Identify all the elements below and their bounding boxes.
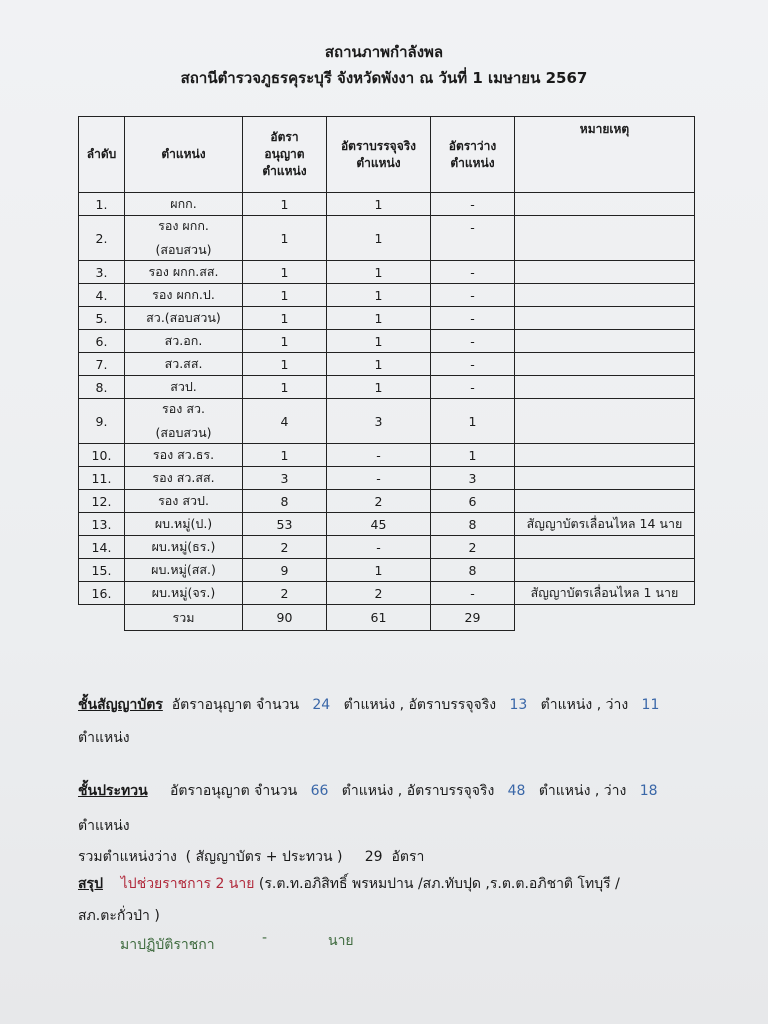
row-position-cell [125,284,243,307]
row-allowed-cell: 53 [243,513,327,536]
row-position-cell [125,536,243,559]
row-remark-cell [515,376,695,399]
table-row [79,376,695,399]
row-vacant-cell: 8 [431,513,515,536]
row-allowed-cell: 8 [243,490,327,513]
row-position-cell [125,216,243,261]
row-position-line1: รอง สว. [162,401,205,416]
row-remark-cell: สัญญาบัตรเลื่อนไหล 1 นาย [515,582,695,605]
row-position-line1: สวป. [170,379,197,394]
row-position-line1: รอง สวป. [158,493,209,508]
table-body [79,193,695,605]
row-filled-cell: - [327,467,431,490]
noncommissioned-text-b: ตำแหน่ง , อัตราบรรจุจริง [341,783,495,799]
row-vacant-cell: - [431,193,515,216]
row-remark-cell [515,284,695,307]
row-vacant-cell: - [431,376,515,399]
header-remark: หมายเหตุ [515,117,695,193]
row-position-cell [125,513,243,536]
row-filled-cell: 1 [327,307,431,330]
row-remark-cell: สัญญาบัตรเลื่อนไหล 14 นาย [515,513,695,536]
table-row [79,559,695,582]
commissioned-allowed: 24 [312,697,331,713]
row-no-cell: 14. [79,536,125,559]
row-vacant-cell: 8 [431,559,515,582]
commissioned-line [78,694,659,716]
row-position-cell [125,376,243,399]
row-allowed-cell: 1 [243,193,327,216]
row-filled-cell: 45 [327,513,431,536]
row-position-line1: รอง สว.ธร. [152,447,215,462]
row-remark-cell [515,261,695,284]
table-row [79,261,695,284]
row-position-line1: รอง ผกก.สส. [148,264,219,279]
commissioned-unit: ตำแหน่ง [78,730,130,746]
document-subtitle: สถานีตำรวจภูธรคุระบุรี จังหวัดพังงา ณ วันที่ 1 เมษายน 2567 [180,69,588,87]
row-allowed-cell: 9 [243,559,327,582]
table-header-row [79,117,695,193]
row-position-line1: ผบ.หมู่(ธร.) [151,539,216,554]
row-no-cell: 15. [79,559,125,582]
row-position-line1: ผบ.หมู่(จร.) [151,585,216,600]
total-empty-cell [79,605,125,631]
row-filled-cell: - [327,444,431,467]
row-position-line1: สว.สส. [164,356,203,371]
row-vacant-cell: - [431,261,515,284]
row-filled-cell: 3 [327,399,431,444]
noncommissioned-filled: 48 [507,783,526,799]
row-no-cell: 4. [79,284,125,307]
row-filled-cell: 1 [327,376,431,399]
row-position-cell [125,193,243,216]
commissioned-filled: 13 [509,697,528,713]
row-no-cell: 8. [79,376,125,399]
row-vacant-cell: - [431,284,515,307]
table-row [79,582,695,605]
row-allowed-cell: 4 [243,399,327,444]
noncommissioned-vacant: 18 [639,783,658,799]
noncommissioned-unit: ตำแหน่ง [78,818,130,834]
commissioned-heading: ชั้นสัญญาบัตร [78,697,163,713]
row-position-cell [125,582,243,605]
document-title: สถานภาพกำลังพล [324,43,444,61]
row-position-line1: สว.(สอบสวน) [146,310,221,325]
row-position-cell [125,353,243,376]
row-no-cell: 5. [79,307,125,330]
summary-heading: สรุป [78,876,103,892]
row-allowed-cell: 1 [243,284,327,307]
summary-line [78,873,620,895]
row-allowed-cell: 1 [243,376,327,399]
row-remark-cell [515,467,695,490]
row-vacant-cell: 3 [431,467,515,490]
row-remark-cell [515,559,695,582]
row-allowed-cell: 1 [243,444,327,467]
table-row [79,193,695,216]
header-filled [327,117,431,193]
incoming-value: - [262,930,268,946]
row-vacant-cell: - [431,216,515,261]
row-remark-cell [515,444,695,467]
row-allowed-cell: 1 [243,216,327,261]
row-filled-cell: 2 [327,490,431,513]
row-remark-cell [515,353,695,376]
header-filled-line1: อัตราบรรจุจริง [340,138,417,153]
row-vacant-cell: 1 [431,399,515,444]
row-no-cell: 1. [79,193,125,216]
row-no-cell: 2. [79,216,125,261]
row-vacant-cell: 2 [431,536,515,559]
row-no-cell: 10. [79,444,125,467]
total-label: รวม [125,605,243,631]
table-row [79,284,695,307]
row-allowed-cell: 1 [243,330,327,353]
row-position-cell [125,261,243,284]
total-row [79,605,695,631]
table-row [79,353,695,376]
noncommissioned-text-c: ตำแหน่ง , ว่าง [538,783,627,799]
header-filled-line2: ตำแหน่ง [356,155,401,170]
row-no-cell: 13. [79,513,125,536]
row-position-line1: สว.อก. [164,333,203,348]
row-remark-cell [515,216,695,261]
row-vacant-cell: - [431,582,515,605]
header-vacant [431,117,515,193]
row-filled-cell: 2 [327,582,431,605]
commissioned-text-c: ตำแหน่ง , ว่าง [540,697,629,713]
table-row [79,490,695,513]
total-vacant-line: รวมตำแหน่งว่าง ( สัญญาบัตร + ประทวน ) 29 อัตรา [78,849,425,865]
row-allowed-cell: 2 [243,536,327,559]
row-vacant-cell: - [431,330,515,353]
row-position-line1: รอง สว.สส. [152,470,215,485]
table-row [79,444,695,467]
table-row [79,467,695,490]
summary-assist-label: ไปช่วยราชการ 2 นาย [120,876,255,892]
table-row [79,536,695,559]
row-allowed-cell: 2 [243,582,327,605]
row-filled-cell: 1 [327,216,431,261]
row-position-line1: ผกก. [170,196,197,211]
total-vacant: 29 [431,605,515,631]
row-position-line2: (สอบสวน) [155,242,212,257]
header-no: ลำดับ [79,117,125,193]
header-allowed-line3: ตำแหน่ง [262,164,307,178]
incoming-label: มาปฏิบัติราชกา [120,937,215,953]
commissioned-text-b: ตำแหน่ง , อัตราบรรจุจริง [343,697,497,713]
noncommissioned-heading: ชั้นประทวน [78,783,148,799]
header-vacant-line2: ตำแหน่ง [450,155,495,170]
header-vacant-line1: อัตราว่าง [448,138,497,153]
table-row [79,399,695,444]
noncommissioned-text-a: อัตราอนุญาต จำนวน [169,783,298,799]
summary-assist-detail2: สภ.ตะกั่วป่า ) [78,908,160,924]
row-no-cell: 7. [79,353,125,376]
header-allowed-line2: อนุญาต [264,147,305,161]
row-vacant-cell: - [431,307,515,330]
row-no-cell: 9. [79,399,125,444]
row-no-cell: 16. [79,582,125,605]
row-filled-cell: 1 [327,261,431,284]
row-position-cell [125,559,243,582]
row-position-cell [125,467,243,490]
row-filled-cell: 1 [327,193,431,216]
row-vacant-cell: 1 [431,444,515,467]
row-filled-cell: 1 [327,353,431,376]
summary-assist-detail: (ร.ต.ท.อภิสิทธิ์ พรหมปาน /สภ.ทับปุด ,ร.ต.ต.อภิชาติ โทบุรี / [258,876,620,892]
row-filled-cell: 1 [327,330,431,353]
row-no-cell: 12. [79,490,125,513]
row-no-cell: 6. [79,330,125,353]
total-allowed: 90 [243,605,327,631]
row-remark-cell [515,399,695,444]
row-position-cell [125,330,243,353]
row-no-cell: 11. [79,467,125,490]
table-row [79,330,695,353]
row-remark-cell [515,490,695,513]
header-allowed [243,117,327,193]
row-position-cell [125,399,243,444]
row-position-line1: รอง ผกก. [158,218,209,233]
commissioned-vacant: 11 [641,697,660,713]
table-row [79,216,695,261]
row-position-line1: ผบ.หมู่(สส.) [151,562,216,577]
noncommissioned-line [78,780,658,802]
row-position-cell [125,307,243,330]
table-row [79,513,695,536]
incoming-unit: นาย [328,933,354,949]
row-position-line1: ผบ.หมู่(ป.) [154,516,213,531]
row-vacant-cell: - [431,353,515,376]
row-filled-cell: 1 [327,559,431,582]
row-allowed-cell: 1 [243,353,327,376]
row-remark-cell [515,193,695,216]
row-vacant-cell: 6 [431,490,515,513]
noncommissioned-allowed: 66 [310,783,329,799]
row-position-line2: (สอบสวน) [155,425,212,440]
table-row [79,307,695,330]
row-allowed-cell: 1 [243,307,327,330]
row-no-cell: 3. [79,261,125,284]
row-allowed-cell: 3 [243,467,327,490]
total-empty-remark [515,605,695,631]
row-position-cell [125,490,243,513]
commissioned-text-a: อัตราอนุญาต จำนวน [171,697,300,713]
row-allowed-cell: 1 [243,261,327,284]
row-position-line1: รอง ผกก.ป. [152,287,215,302]
row-remark-cell [515,307,695,330]
row-remark-cell [515,330,695,353]
row-remark-cell [515,536,695,559]
row-position-cell [125,444,243,467]
row-filled-cell: 1 [327,284,431,307]
header-allowed-line1: อัตรา [270,130,299,144]
header-position: ตำแหน่ง [125,117,243,193]
row-filled-cell: - [327,536,431,559]
total-filled: 61 [327,605,431,631]
personnel-table [78,116,695,631]
